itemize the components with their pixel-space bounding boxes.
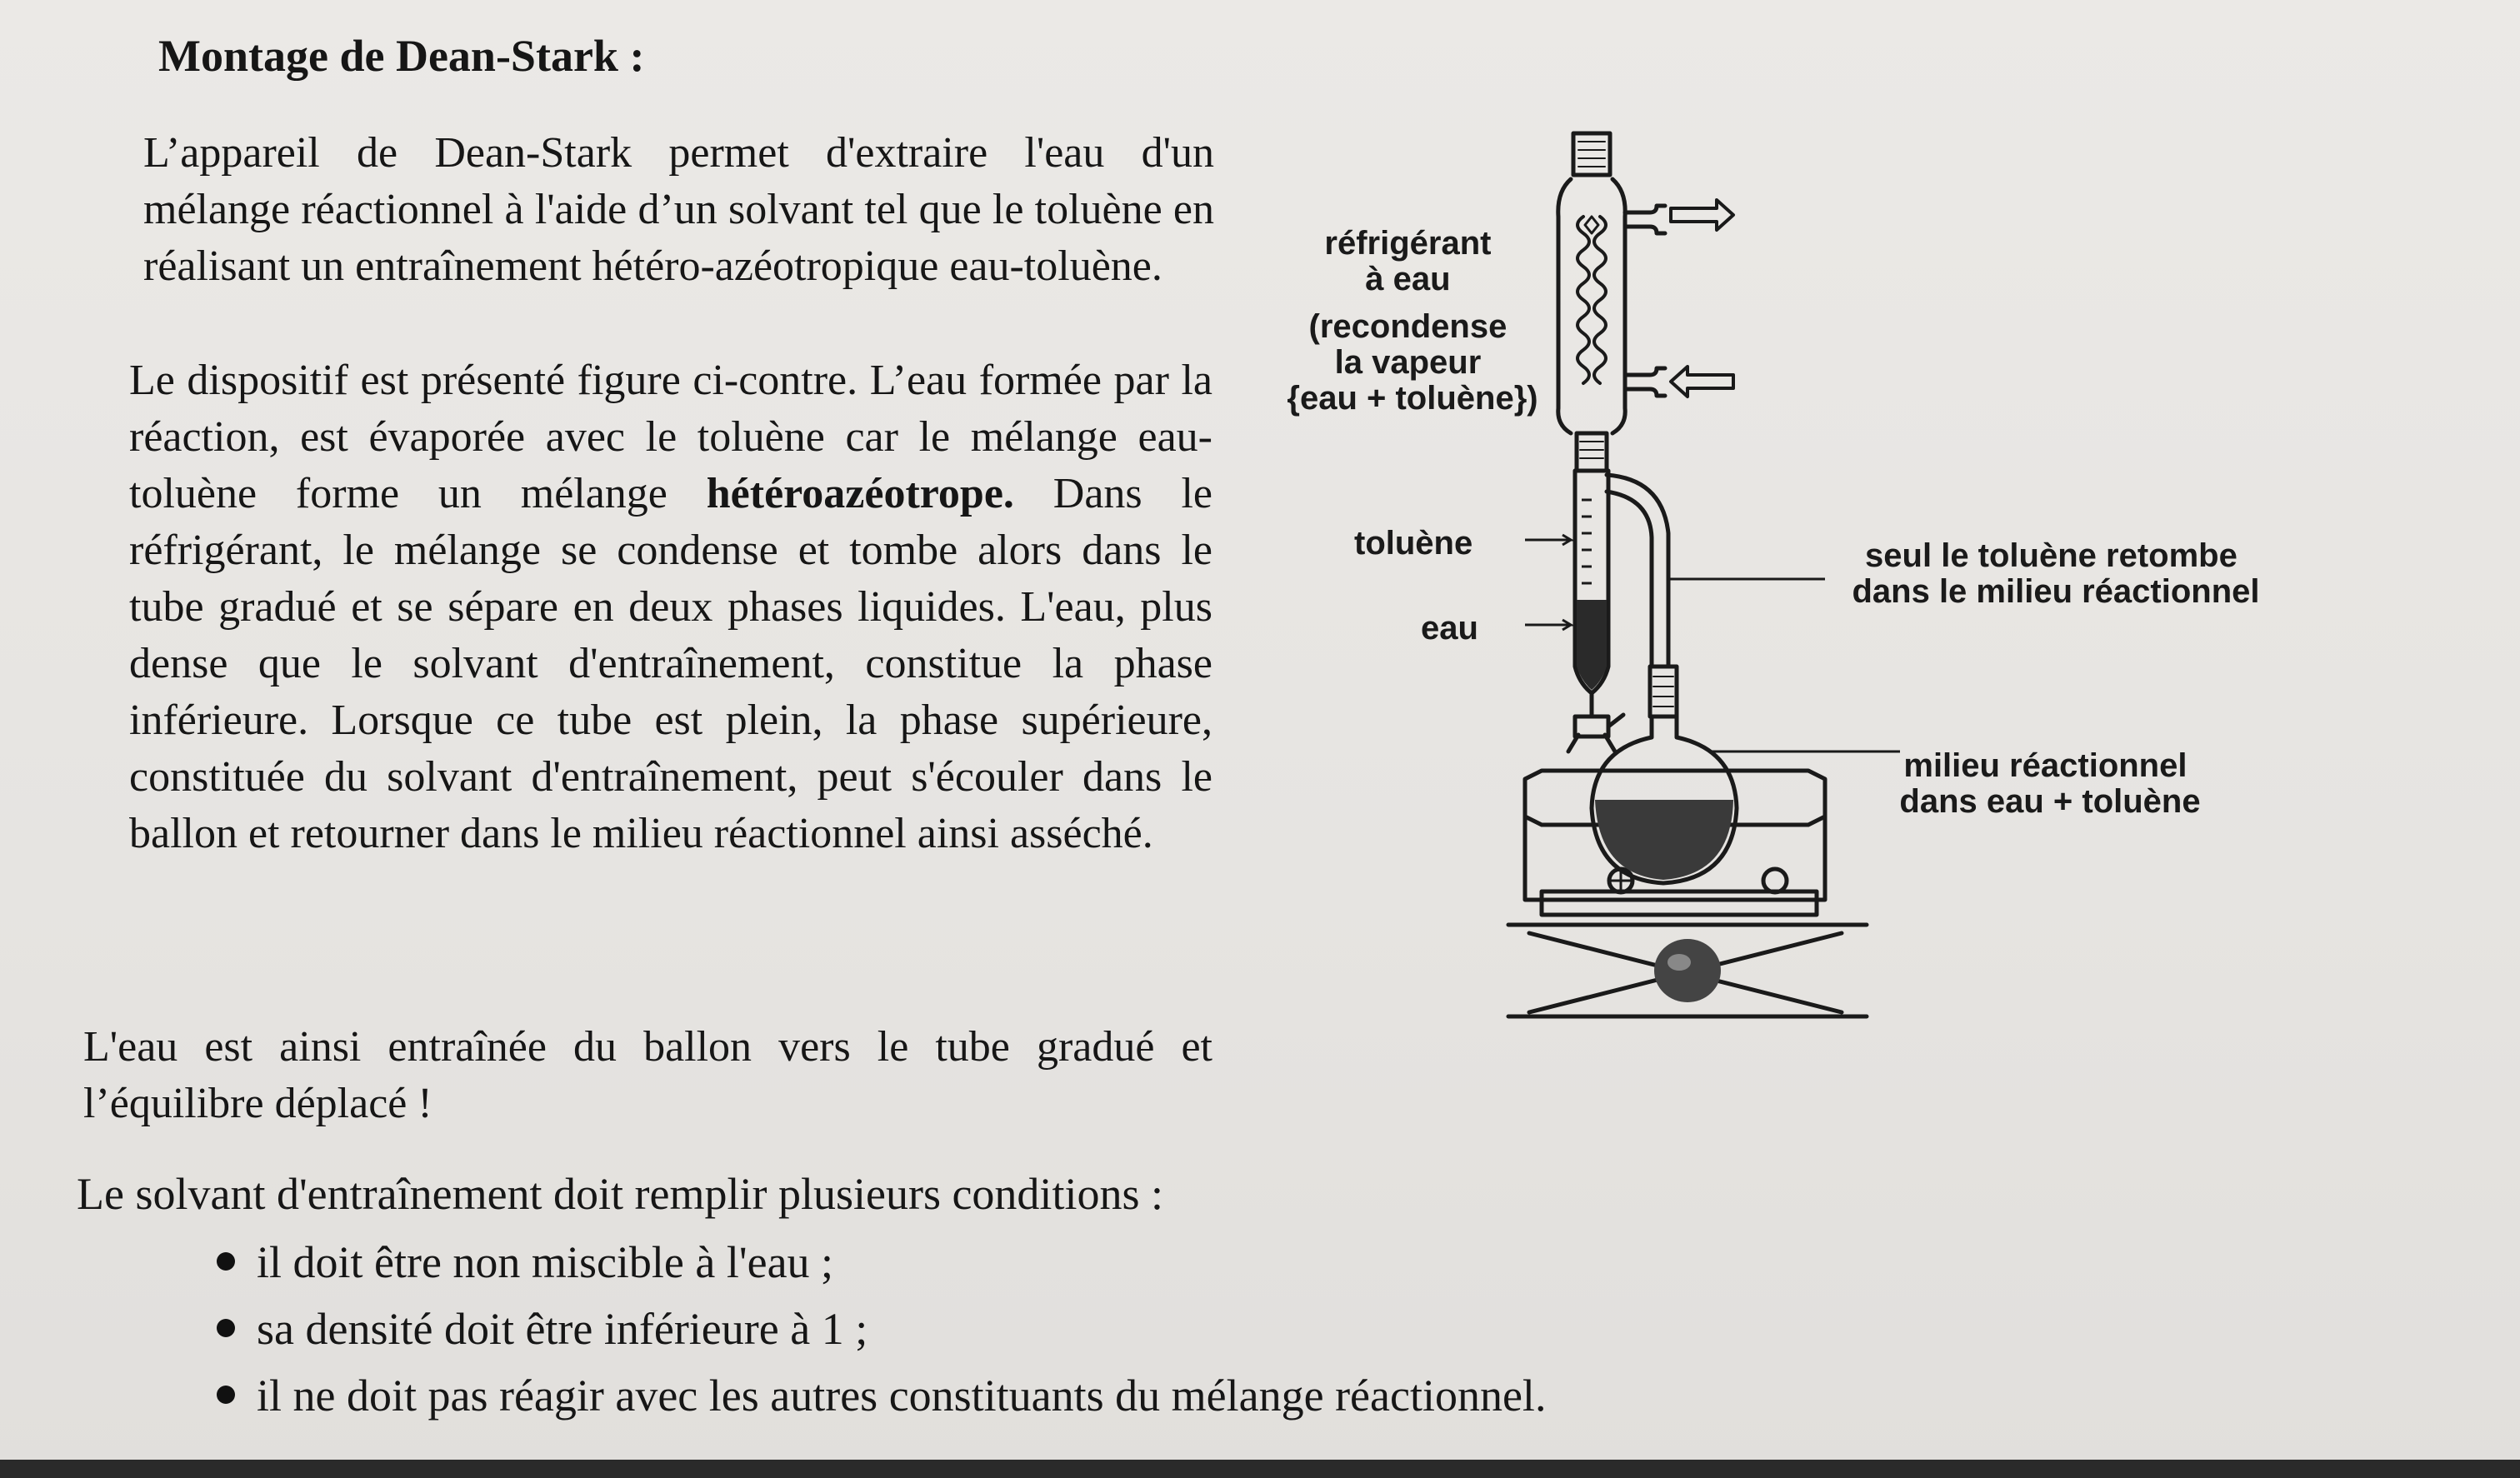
water-in-arrow-icon (1671, 367, 1733, 397)
retour-label-line: dans le milieu réactionnel (1852, 573, 2260, 610)
side-arm (1607, 475, 1668, 667)
description-paragraph (129, 352, 1212, 862)
conclusion-paragraph: L'eau est ainsi entraînée du ballon vers le tube gradué et l’équilibre déplacé ! (83, 1023, 1212, 1127)
hot-plate-knob-icon (1763, 869, 1787, 892)
dean-stark-diagram (1242, 100, 2317, 1050)
toluene-label: toluène (1354, 525, 1473, 562)
description-text-1: Le dispositif est présenté figure ci-contre. L’eau formée par la réaction, est évaporée avec le toluène car le mélange eau-toluène forme un mélange (129, 357, 1212, 517)
condenser-coil (1578, 217, 1606, 383)
bullet-icon (217, 1252, 235, 1271)
jack-knob-highlight (1668, 954, 1691, 971)
condenser-top-joint (1573, 133, 1610, 175)
section-title: Montage de Dean-Stark : (158, 31, 645, 81)
heteroazeotrope-term: hétéroazéotrope. (706, 470, 1014, 517)
water-out-arrow-icon (1671, 200, 1733, 230)
bullet-icon (217, 1319, 235, 1337)
page-bottom-edge (0, 1460, 2520, 1478)
refrigerant-label-line: {eau + toluène}) (1287, 380, 1538, 417)
flask-neck-joint (1650, 667, 1677, 717)
condition-item (217, 1296, 1546, 1362)
condition-text: sa densité doit être inférieure à 1 ; (257, 1304, 868, 1354)
condition-item (217, 1229, 1546, 1296)
jack-knob-icon (1654, 939, 1721, 1002)
conditions-intro: Le solvant d'entraînement doit remplir plusieurs conditions : (77, 1169, 1163, 1219)
refrigerant-label-line: (recondense (1308, 308, 1508, 345)
refrigerant-label-line: réfrigérant (1324, 225, 1492, 262)
refrigerant-label-line: à eau (1365, 261, 1451, 297)
hot-plate-base (1542, 891, 1817, 915)
refrigerant-label-line: la vapeur (1334, 344, 1482, 381)
toluene-leader (1525, 535, 1571, 545)
graduation-marks (1582, 500, 1592, 583)
water-inlet-nozzle (1625, 368, 1665, 396)
eau-label: eau (1421, 610, 1478, 647)
water-phase (1577, 600, 1607, 690)
stopcock (1575, 717, 1608, 737)
milieu-label-line: dans eau + toluène (1899, 783, 2201, 820)
intro-paragraph: L’appareil de Dean-Stark permet d'extraire l'eau d'un mélange réactionnel à l'aide d’un solvant tel que le toluène en réalisant un entraînement hétéro-azéotropique eau-toluène. (143, 129, 1214, 290)
condition-text: il doit être non miscible à l'eau ; (257, 1237, 834, 1287)
condition-text: il ne doit pas réagir avec les autres constituants du mélange réactionnel. (257, 1371, 1547, 1421)
description-text-2: Dans le réfrigérant, le mélange se condense et tombe alors dans le tube gradué et se sépare en deux phases liquides. L'eau, plus dense que le solvant d'entraînement, constitue la phase inférieure. Lorsque ce tube est plein, la phase supérieure, constituée du solvant d'entraînement, peut s'écouler dans le ballon et retourner dans le milieu réactionnel ainsi asséché. (129, 470, 1213, 857)
eau-leader (1525, 620, 1571, 630)
condition-item (217, 1362, 1546, 1429)
refrigerant-label (1287, 225, 1538, 417)
conditions-list (217, 1229, 1546, 1429)
milieu-label (1899, 747, 2200, 820)
condenser-bottom-joint (1577, 433, 1607, 471)
water-outlet-nozzle (1625, 206, 1665, 233)
retour-label (1852, 537, 2259, 610)
bullet-icon (217, 1386, 235, 1404)
milieu-label-line: milieu réactionnel (1903, 747, 2188, 784)
retour-label-line: seul le toluène retombe (1865, 537, 2238, 574)
